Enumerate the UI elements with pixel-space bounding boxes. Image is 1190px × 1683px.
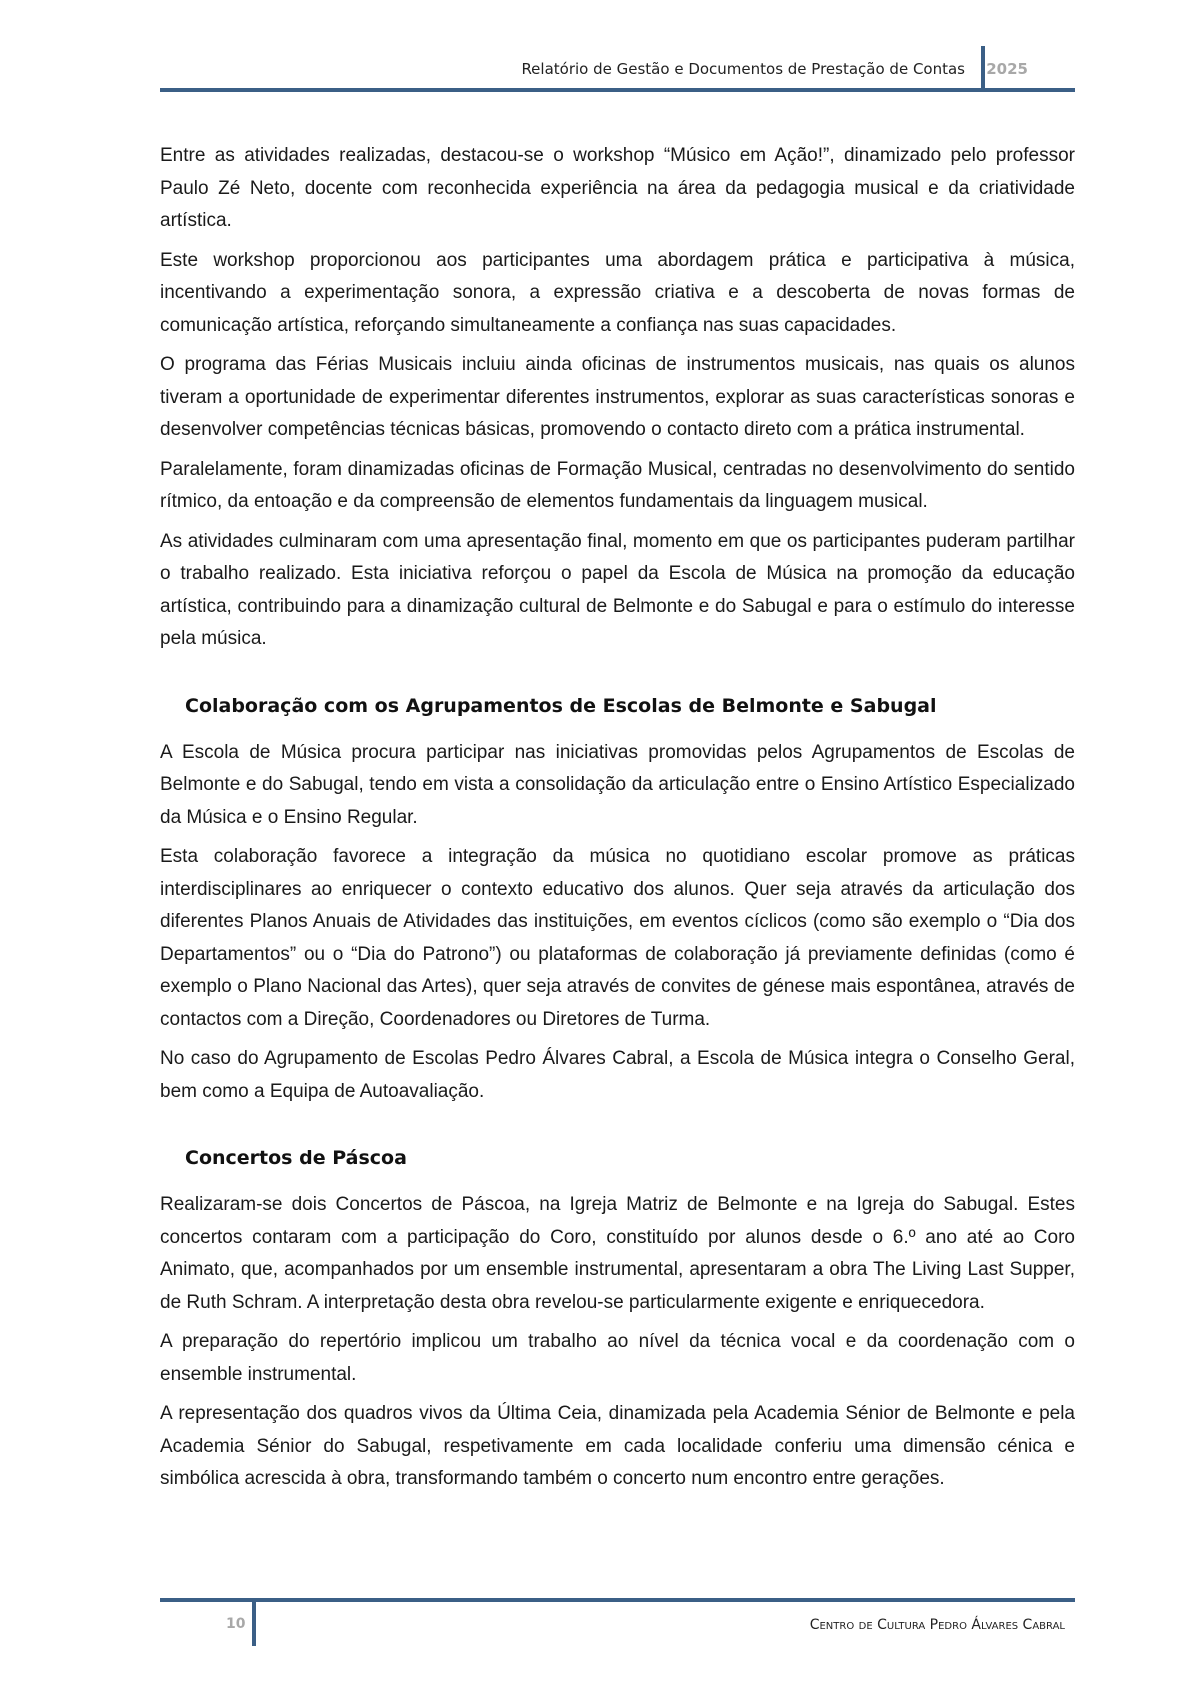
page-footer [160, 1598, 1075, 1648]
paragraph: Este workshop proporcionou aos participantes uma abordagem prática e participativa à música, incentivando a experimentação sonora, a expressão criativa e a descoberta de novas formas de comunicação artística, reforçando simultaneamente a confiança nas suas capacidades. [160, 249, 1075, 336]
paragraph: A representação dos quadros vivos da Última Ceia, dinamizada pela Academia Sénior de Belmonte e pela Academia Sénior do Sabugal, respetivamente em cada localidade conferiu uma dimensão cénica e simbólica acrescida à obra, transformando também o concerto num encontro entre gerações. [160, 1403, 1075, 1489]
paragraph: Realizaram-se dois Concertos de Páscoa, na Igreja Matriz de Belmonte e na Igreja do Sabugal. Estes concertos contaram com a participação do Coro, constituído por alunos desde o 6.º ano até ao Coro Animato, que, acompanhados por um ensemble instrumental, apresentaram a obra The Living Last Supper, de Ruth Schram. A interpretação desta obra revelou-se particularmente exigente e enriquecedora. [160, 1194, 1075, 1313]
paragraph: Paralelamente, foram dinamizadas oficinas de Formação Musical, centradas no desenvolvimento do sentido rítmico, da entoação e da compreensão de elementos fundamentais da linguagem musical. [160, 458, 1075, 512]
section-pascoa [160, 1143, 1075, 1496]
paragraph: Esta colaboração favorece a integração da música no quotidiano escolar promove as práticas interdisciplinares ao enriquecer o contexto educativo dos alunos. Quer seja através da articulação dos diferentes Planos Anuais de Atividades das instituições, em eventos cíclicos (como são exemplo o “Dia dos Departamentos” ou o “Dia do Patrono”) ou plataformas de colaboração já previamente definidas (como é exemplo o Plano Nacional das Artes), quer seja através de convites de génese mais espontânea, através de contactos com a Direção, Coordenadores ou Diretores de Turma. [160, 846, 1075, 1030]
header-divider [981, 46, 985, 92]
footer-divider [252, 1600, 256, 1646]
document-title: Relatório de Gestão e Documentos de Prestação de Contas [521, 60, 965, 78]
paragraph: No caso do Agrupamento de Escolas Pedro Álvares Cabral, a Escola de Música integra o Conselho Geral, bem como a Equipa de Autoavaliação. [160, 1048, 1075, 1102]
section-intro [160, 140, 1075, 656]
header-rule [160, 88, 1075, 92]
document-year: 2025 [986, 60, 1028, 78]
section-colaboracao [160, 691, 1075, 1109]
paragraph: A Escola de Música procura participar nas iniciativas promovidas pelos Agrupamentos de Escolas de Belmonte e do Sabugal, tendo em vista a consolidação da articulação entre o Ensino Artístico Especializado da Música e o Ensino Regular. [160, 741, 1075, 828]
page-number: 10 [226, 1616, 246, 1632]
page-body [160, 140, 1075, 1503]
paragraph: A preparação do repertório implicou um trabalho ao nível da técnica vocal e da coordenação com o ensemble instrumental. [160, 1331, 1075, 1385]
page-header [160, 44, 1075, 92]
organization-name: Centro de Cultura Pedro Álvares Cabral [809, 1617, 1065, 1633]
section-heading: Colaboração com os Agrupamentos de Escolas de Belmonte e Sabugal [185, 694, 937, 717]
paragraph: Entre as atividades realizadas, destacou-se o workshop “Músico em Ação!”, dinamizado pelo professor Paulo Zé Neto, docente com reconhecida experiência na área da pedagogia musical e da criatividade artística. [160, 145, 1075, 231]
footer-rule [160, 1598, 1075, 1602]
paragraph: O programa das Férias Musicais incluiu ainda oficinas de instrumentos musicais, nas quais os alunos tiveram a oportunidade de experimentar diferentes instrumentos, explorar as suas características sonoras e desenvolver competências técnicas básicas, promovendo o contacto direto com a prática instrumental. [160, 354, 1075, 440]
section-heading: Concertos de Páscoa [185, 1147, 407, 1169]
paragraph: As atividades culminaram com uma apresentação final, momento em que os participantes puderam partilhar o trabalho realizado. Esta iniciativa reforçou o papel da Escola de Música na promoção da educação artística, contribuindo para a dinamização cultural de Belmonte e do Sabugal e para o estímulo do interesse pela música. [160, 530, 1075, 649]
